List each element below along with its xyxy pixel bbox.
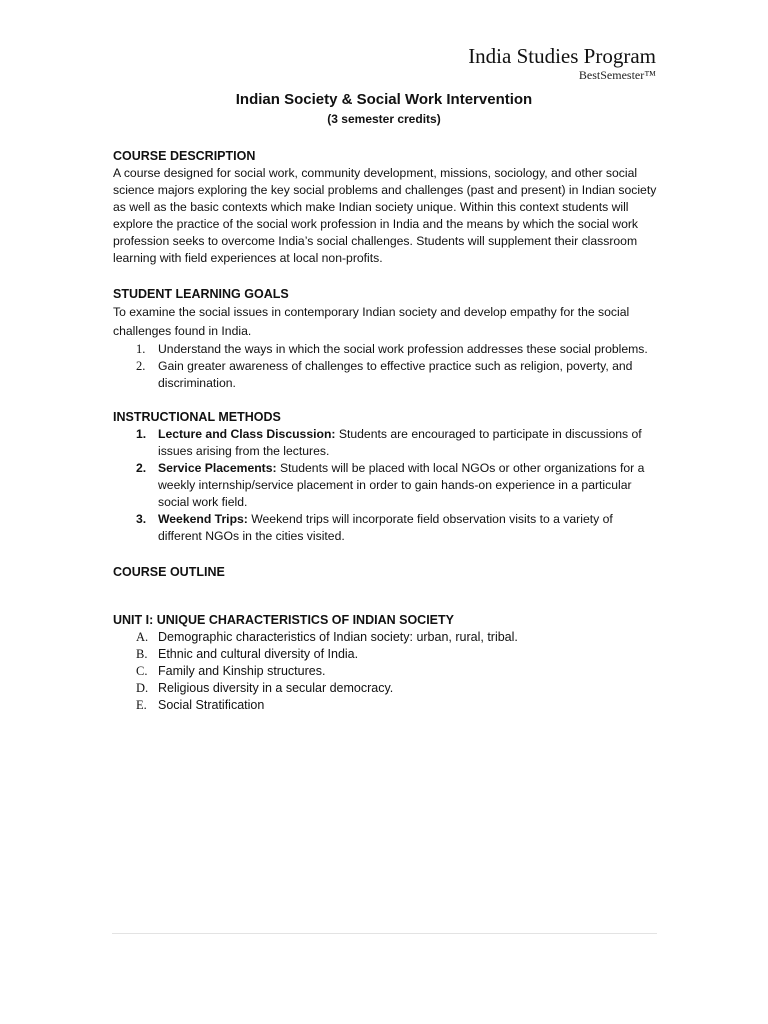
list-item — [113, 341, 658, 358]
method-label: Lecture and Class Discussion: — [158, 427, 336, 441]
list-marker: 2. — [136, 461, 147, 475]
list-marker: C. — [136, 664, 148, 678]
list-marker: D. — [136, 681, 149, 695]
instructional-methods-section — [113, 409, 658, 545]
list-item — [113, 680, 658, 697]
method-text: Students are encouraged to participate in discussions of issues arising from the lectures. — [158, 427, 642, 458]
unit-1-heading: UNIT I: UNIQUE CHARACTERISTICS OF INDIAN SOCIETY — [113, 613, 454, 627]
course-outline-section — [113, 564, 658, 581]
learning-goals-heading: STUDENT LEARNING GOALS — [113, 287, 289, 301]
list-marker: A. — [136, 630, 149, 644]
list-item — [113, 663, 658, 680]
course-title: Indian Society & Social Work Intervention — [235, 91, 533, 108]
method-label: Service Placements: — [158, 461, 277, 475]
list-marker: B. — [136, 647, 148, 661]
list-item-text: Understand the ways in which the social work profession addresses these social problems. — [158, 342, 648, 356]
course-description-section — [113, 148, 658, 267]
list-item-text: Social Stratification — [158, 698, 265, 712]
list-item — [113, 358, 658, 392]
list-item — [113, 697, 658, 714]
list-item-text: Family and Kinship structures. — [158, 664, 326, 678]
list-marker: 3. — [136, 512, 147, 526]
instructional-methods-list — [113, 426, 658, 545]
brand-name: BestSemester™ — [578, 68, 656, 82]
list-item — [113, 511, 658, 545]
list-item — [113, 460, 658, 511]
method-label: Weekend Trips: — [158, 512, 248, 526]
list-item — [113, 426, 658, 460]
instructional-methods-heading: INSTRUCTIONAL METHODS — [113, 410, 281, 424]
learning-goals-intro: To examine the social issues in contemporary Indian society and develop empathy for the social challenges found in India. — [113, 305, 630, 338]
document-body — [113, 148, 658, 714]
course-description-heading: COURSE DESCRIPTION — [113, 149, 256, 163]
course-description-text: A course designed for social work, community development, missions, sociology, and other social science majors exploring the key social problems and challenges (past and present) in Indian society as well as the basic contexts which make Indian society unique. Within this context students will explore the practice of the social work profession in India and the means by which the social work profession seeks to overcome India’s social challenges. Students will supplement their classroom learning with field experiences at local non-profits. — [113, 166, 657, 265]
list-item-text: Religious diversity in a secular democracy. — [158, 681, 394, 695]
list-marker: E. — [136, 698, 147, 712]
list-item — [113, 629, 658, 646]
list-item-text: Gain greater awareness of challenges to effective practice such as religion, poverty, and discrimination. — [158, 359, 633, 390]
program-name: India Studies Program — [468, 44, 656, 68]
list-item-text: Demographic characteristics of Indian society: urban, rural, tribal. — [158, 630, 518, 644]
learning-goals-section — [113, 286, 658, 392]
list-marker: 1. — [136, 342, 146, 356]
list-marker: 2. — [136, 359, 146, 373]
unit-1-section — [113, 612, 658, 714]
list-item — [113, 646, 658, 663]
footer-divider — [112, 933, 657, 934]
method-text: Students will be placed with local NGOs or other organizations for a weekly internship/service placement in order to gain hands-on experience in a particular social work field. — [158, 461, 645, 509]
course-outline-heading: COURSE OUTLINE — [113, 565, 225, 579]
list-item-text: Ethnic and cultural diversity of India. — [158, 647, 359, 661]
unit-1-topic-list — [113, 629, 658, 714]
method-text: Weekend trips will incorporate field observation visits to a variety of different NGOs in the cities visited. — [158, 512, 613, 543]
learning-goals-list — [113, 341, 658, 392]
course-credits: (3 semester credits) — [327, 112, 441, 126]
list-marker: 1. — [136, 427, 147, 441]
